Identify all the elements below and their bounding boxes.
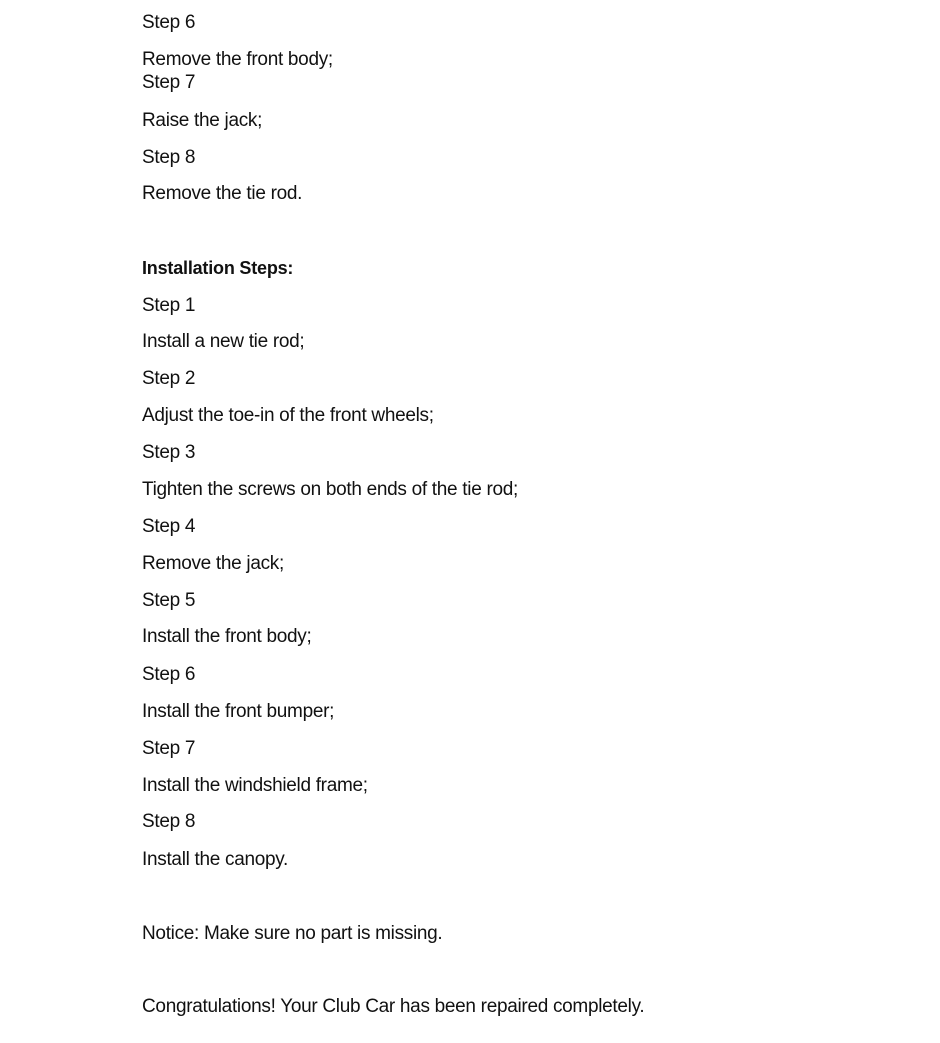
install-step-5-label: Step 5 bbox=[142, 590, 196, 611]
install-step-2-label: Step 2 bbox=[142, 368, 196, 389]
installation-heading: Installation Steps: bbox=[142, 258, 294, 278]
install-step-5-text: Install the front body; bbox=[142, 626, 312, 647]
removal-step-8-label: Step 8 bbox=[142, 147, 196, 168]
install-step-2-text: Adjust the toe-in of the front wheels; bbox=[142, 405, 434, 426]
install-step-7-label: Step 7 bbox=[142, 738, 196, 759]
removal-step-6-label: Step 6 bbox=[142, 12, 196, 33]
install-step-3-label: Step 3 bbox=[142, 442, 196, 463]
install-step-4-label: Step 4 bbox=[142, 516, 196, 537]
removal-step-6-text: Remove the front body; bbox=[142, 49, 333, 70]
install-step-1-label: Step 1 bbox=[142, 295, 196, 316]
install-step-4-text: Remove the jack; bbox=[142, 553, 284, 574]
document-page bbox=[142, 0, 902, 1043]
install-step-6-text: Install the front bumper; bbox=[142, 701, 335, 722]
install-step-3-text: Tighten the screws on both ends of the tie rod; bbox=[142, 479, 518, 500]
install-step-7-text: Install the windshield frame; bbox=[142, 775, 368, 796]
install-step-8-label: Step 8 bbox=[142, 811, 196, 832]
install-step-1-text: Install a new tie rod; bbox=[142, 331, 305, 352]
removal-step-8-text: Remove the tie rod. bbox=[142, 183, 303, 204]
removal-step-7-text: Raise the jack; bbox=[142, 110, 263, 131]
install-step-8-text: Install the canopy. bbox=[142, 849, 289, 870]
notice-text: Notice: Make sure no part is missing. bbox=[142, 923, 443, 944]
closing-text: Congratulations! Your Club Car has been repaired completely. bbox=[142, 996, 645, 1017]
removal-step-7-label: Step 7 bbox=[142, 72, 196, 93]
install-step-6-label: Step 6 bbox=[142, 664, 196, 685]
